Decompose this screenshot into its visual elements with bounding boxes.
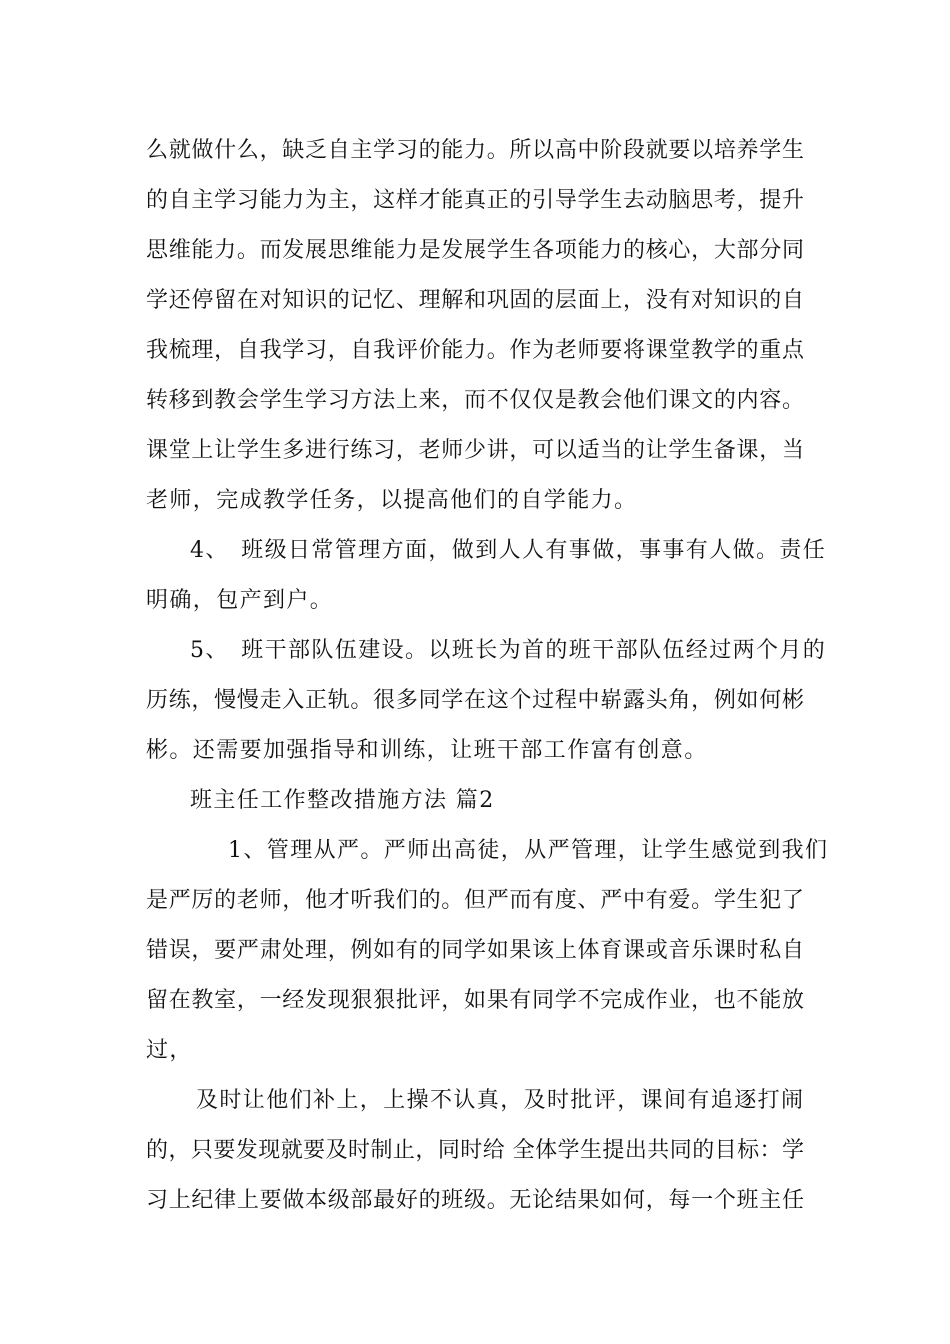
text-line: 我梳理，自我学习，自我评价能力。作为老师要将课堂教学的重点: [146, 338, 804, 363]
text-line: 课堂上让学生多进行练习，老师少讲，可以适当的让学生备课，当: [146, 438, 804, 463]
text-line: 明确，包产到户。: [146, 588, 334, 613]
text-line: 老师，完成教学任务，以提高他们的自学能力。: [146, 488, 638, 513]
text-line: 转移到教会学生学习方法上来，而不仅仅是教会他们课文的内容。: [146, 388, 804, 413]
text-line: 么就做什么，缺乏自主学习的能力。所以高中阶段就要以培养学生: [146, 138, 804, 163]
text-line: 历练，慢慢走入正轨。很多同学在这个过程中崭露头角，例如何彬: [146, 688, 804, 713]
text-line: 彬。还需要加强指导和训练，让班干部工作富有创意。: [146, 738, 708, 763]
text-line: 过，: [146, 1038, 193, 1063]
section-heading: 班主任工作整改措施方法 篇2: [190, 788, 495, 813]
list-item-1: 1、管理从严。严师出高徒，从严管理，让学生感觉到我们: [228, 838, 829, 863]
text-line: 留在教室，一经发现狠狠批评，如果有同学不完成作业，也不能放: [146, 988, 804, 1013]
text-line: 的自主学习能力为主，这样才能真正的引导学生去动脑思考，提升: [146, 188, 804, 213]
list-item-5: 5、 班干部队伍建设。以班长为首的班干部队伍经过两个月的: [190, 638, 827, 663]
text-line: 错误，要严肃处理，例如有的同学如果该上体育课或音乐课时私自: [146, 938, 804, 963]
text-line: 及时让他们补上，上操不认真，及时批评，课间有追逐打闹: [196, 1088, 805, 1113]
text-line: 学还停留在对知识的记忆、理解和巩固的层面上，没有对知识的自: [146, 288, 804, 313]
text-line: 习上纪律上要做本级部最好的班级。无论结果如何，每一个班主任: [146, 1188, 804, 1213]
text-line: 的，只要发现就要及时制止，同时给 全体学生提出共同的目标：学: [146, 1138, 804, 1163]
text-line: 思维能力。而发展思维能力是发展学生各项能力的核心，大部分同: [146, 238, 804, 263]
text-line: 是严厉的老师，他才听我们的。但严而有度、严中有爱。学生犯了: [146, 888, 804, 913]
list-item-4: 4、 班级日常管理方面，做到人人有事做，事事有人做。责任: [190, 538, 827, 563]
